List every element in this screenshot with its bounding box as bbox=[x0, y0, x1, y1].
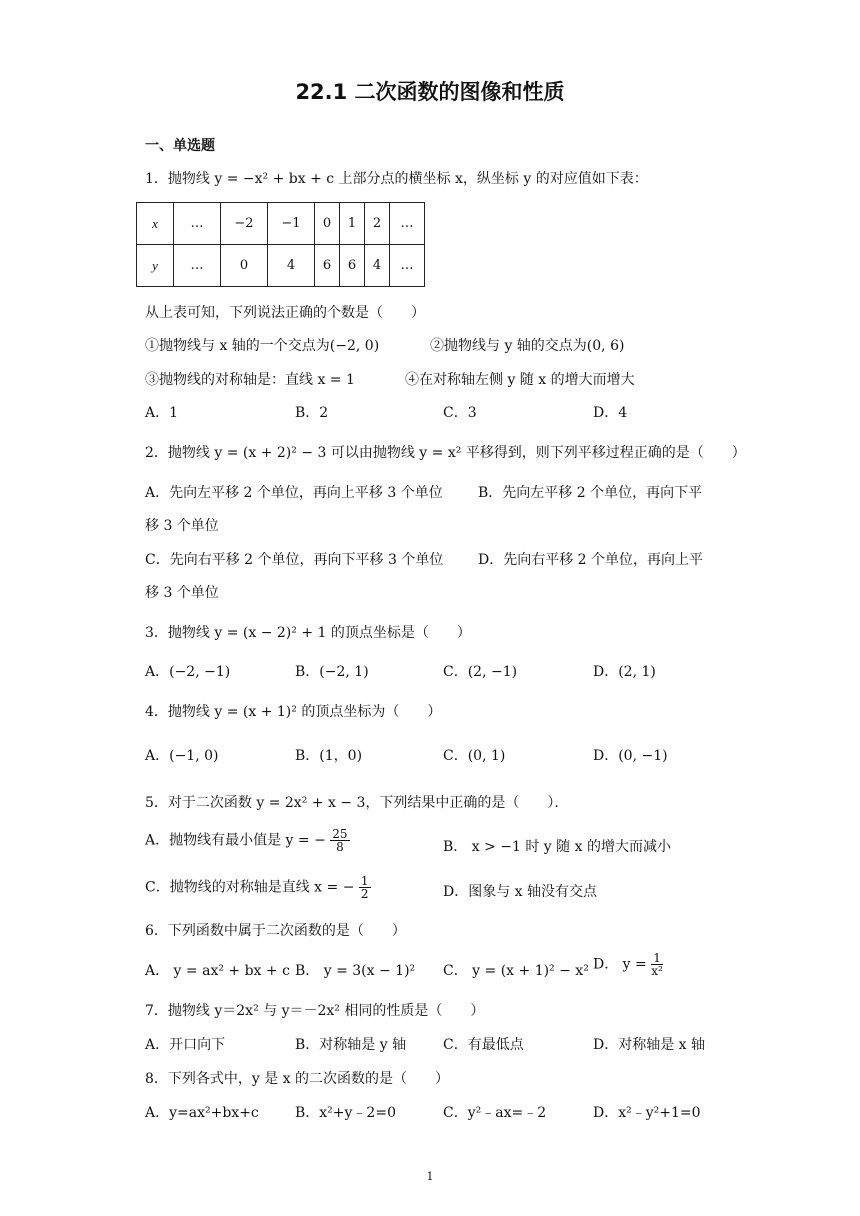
q7-option-c: C．有最低点 bbox=[443, 1037, 524, 1053]
table-cell: x bbox=[137, 203, 174, 245]
q1-statement-2: ②抛物线与 y 轴的交点为(0, 6) bbox=[430, 338, 625, 354]
q2-option-d-cont: 移 3 个单位 bbox=[145, 585, 219, 601]
q8-stem: 8．下列各式中，y 是 x 的二次函数的是（ ） bbox=[145, 1071, 450, 1087]
q5-stem: 5．对于二次函数 y = 2x² + x − 3，下列结果中正确的是（ ）． bbox=[145, 795, 569, 811]
q1-option-c: C．3 bbox=[443, 405, 477, 421]
denominator: 2 bbox=[360, 887, 369, 901]
q3-option-c: C．(2, −1) bbox=[443, 664, 518, 680]
q6-option-b: B． y = 3(x − 1)² bbox=[295, 963, 416, 979]
table-cell: 4 bbox=[365, 245, 390, 287]
denominator: 8 bbox=[336, 840, 344, 854]
table-cell: −2 bbox=[221, 203, 268, 245]
table-row bbox=[137, 203, 425, 245]
page-title: 22.1 二次函数的图像和性质 bbox=[295, 80, 565, 104]
q1-statement-3: ③抛物线的对称轴是：直线 x = 1 bbox=[145, 372, 355, 388]
q2-stem: 2．抛物线 y = (x + 2)² − 3 可以由抛物线 y = x² 平移得到，则下列平移过程正确的是（ ） bbox=[145, 445, 746, 461]
q1-statement-1: ①抛物线与 x 轴的一个交点为(−2, 0) bbox=[145, 338, 380, 354]
q5-option-d: D．图象与 x 轴没有交点 bbox=[443, 884, 598, 900]
table-cell: … bbox=[174, 203, 221, 245]
q2-option-a: A．先向左平移 2 个单位，再向上平移 3 个单位 bbox=[145, 485, 443, 501]
q6-option-c: C． y = (x + 1)² − x² bbox=[443, 963, 589, 979]
section-heading: 一、单选题 bbox=[145, 138, 215, 154]
q2-option-d: D．先向右平移 2 个单位，再向上平 bbox=[478, 552, 704, 568]
q7-option-a: A．开口向下 bbox=[145, 1037, 226, 1053]
q4-option-d: D．(0, −1) bbox=[593, 748, 668, 764]
q8-option-a: A．y=ax²+bx+c bbox=[145, 1105, 259, 1121]
q3-stem: 3．抛物线 y = (x − 2)² + 1 的顶点坐标是（ ） bbox=[145, 625, 471, 641]
table-row bbox=[137, 245, 425, 287]
numerator: 1 bbox=[360, 874, 369, 888]
q5-option-a bbox=[145, 828, 350, 853]
q3-option-b: B．(−2, 1) bbox=[295, 664, 369, 680]
q6-stem: 6．下列函数中属于二次函数的是（ ） bbox=[145, 923, 406, 939]
numerator: 25 bbox=[332, 827, 348, 841]
q8-option-d: D．x²﹣y²+1=0 bbox=[593, 1105, 701, 1121]
q4-option-a: A．(−1, 0) bbox=[145, 748, 219, 764]
q6-option-a: A． y = ax² + bx + c bbox=[145, 963, 290, 979]
q6-option-d-text: D． y = bbox=[593, 956, 647, 973]
table-cell: 6 bbox=[340, 245, 365, 287]
table-cell: … bbox=[390, 203, 425, 245]
q5-option-c-text: C．抛物线的对称轴是直线 x = − bbox=[145, 879, 355, 896]
page-number: 1 bbox=[426, 1170, 434, 1183]
q1-value-table bbox=[136, 202, 425, 287]
q4-option-b: B．(1，0) bbox=[295, 748, 363, 764]
fraction bbox=[330, 828, 349, 853]
table-cell: … bbox=[174, 245, 221, 287]
fraction bbox=[651, 952, 663, 977]
denominator: x² bbox=[651, 964, 663, 978]
q3-option-d: D．(2, 1) bbox=[593, 664, 656, 680]
table-cell: 0 bbox=[315, 203, 340, 245]
q8-option-b: B．x²+y﹣2=0 bbox=[295, 1105, 396, 1121]
q1-option-d: D．4 bbox=[593, 405, 628, 421]
q5-option-c bbox=[145, 875, 371, 900]
q8-option-c: C．y²﹣ax=﹣2 bbox=[443, 1105, 547, 1121]
table-cell: 1 bbox=[340, 203, 365, 245]
table-cell: 6 bbox=[315, 245, 340, 287]
q1-question: 从上表可知，下列说法正确的个数是（ ） bbox=[145, 305, 425, 321]
q4-stem: 4．抛物线 y = (x + 1)² 的顶点坐标为（ ） bbox=[145, 704, 442, 720]
q7-stem: 7．抛物线 y＝2x² 与 y＝－2x² 相同的性质是（ ） bbox=[145, 1003, 485, 1019]
q2-option-b: B．先向左平移 2 个单位，再向下平 bbox=[478, 485, 703, 501]
q6-option-d bbox=[593, 952, 663, 977]
table-cell: 0 bbox=[221, 245, 268, 287]
table-cell: −1 bbox=[268, 203, 315, 245]
q1-option-b: B．2 bbox=[295, 405, 329, 421]
q1-statement-4: ④在对称轴左侧 y 随 x 的增大而增大 bbox=[405, 372, 635, 388]
q3-option-a: A．(−2, −1) bbox=[145, 664, 231, 680]
q2-option-b-cont: 移 3 个单位 bbox=[145, 518, 219, 534]
q4-option-c: C．(0, 1) bbox=[443, 748, 506, 764]
table-cell: 4 bbox=[268, 245, 315, 287]
q5-option-a-text: A．抛物线有最小值是 y = − bbox=[145, 832, 326, 849]
q1-option-a: A．1 bbox=[145, 405, 179, 421]
q5-option-b: B． x > −1 时 y 随 x 的增大而减小 bbox=[443, 839, 671, 855]
table-cell: y bbox=[137, 245, 174, 287]
q2-option-c: C．先向右平移 2 个单位，再向下平移 3 个单位 bbox=[145, 552, 444, 568]
q1-stem: 1．抛物线 y = −x² + bx + c 上部分点的横坐标 x，纵坐标 y 的对应值如下表： bbox=[145, 171, 648, 187]
q7-option-b: B．对称轴是 y 轴 bbox=[295, 1037, 407, 1053]
fraction bbox=[359, 875, 371, 900]
q7-option-d: D．对称轴是 x 轴 bbox=[593, 1037, 706, 1053]
table-cell: … bbox=[390, 245, 425, 287]
numerator: 1 bbox=[653, 951, 661, 965]
table-cell: 2 bbox=[365, 203, 390, 245]
